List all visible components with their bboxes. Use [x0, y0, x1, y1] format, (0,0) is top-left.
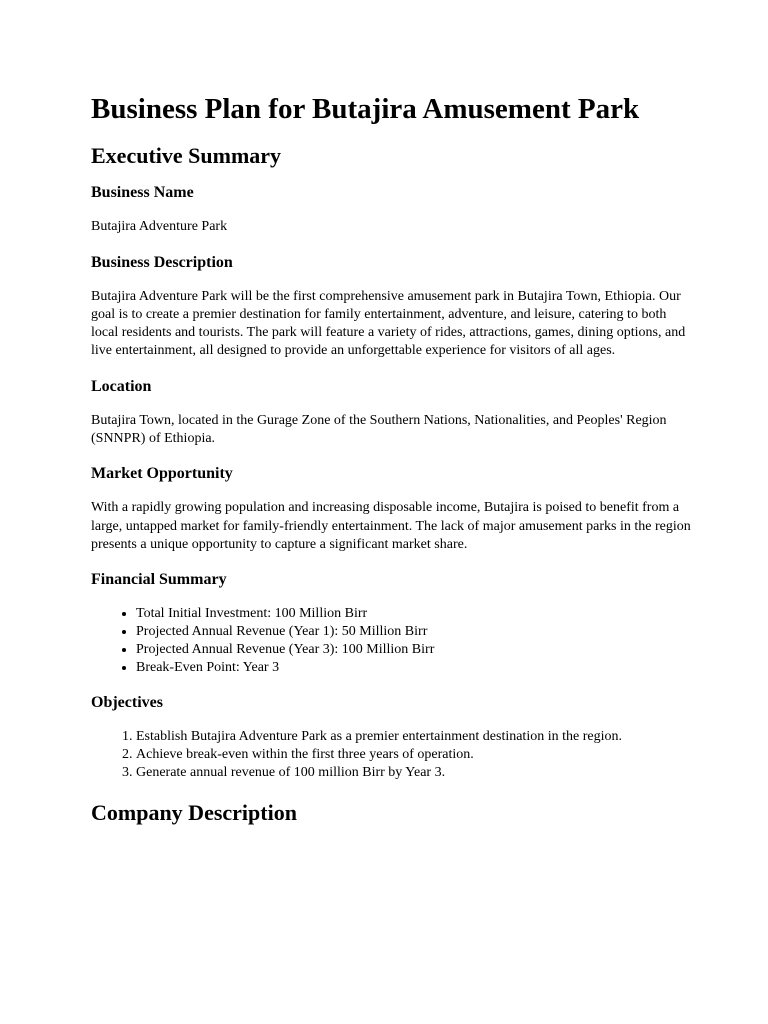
company-description-heading: Company Description	[91, 800, 297, 826]
business-description-text: Butajira Adventure Park will be the first comprehensive amusement park in Butajira Town, Ethiopia. Our goal is to create a premier destination for family entertainment, adventure, and leisure, catering to both local residents and tourists. The park will feature a variety of rides, attractions, games, dining options, and live entertainment, all designed to provide an unforgettable experience for visitors of all ages.	[91, 288, 686, 359]
executive-summary-heading: Executive Summary	[91, 142, 282, 168]
market-opportunity-text: With a rapidly growing population and increasing disposable income, Butajira is poised to benefit from a large, untapped market for family-friendly entertainment. The lack of major amusement parks in the region presents a unique opportunity to capture a significant market share.	[91, 500, 691, 552]
list-item: • Total Initial Investment: 100 Million Birr	[136, 605, 691, 623]
objectives-list	[91, 728, 691, 782]
document-page	[91, 92, 691, 841]
business-name-text: Butajira Adventure Park	[91, 219, 228, 235]
list-item: • Break-Even Point: Year 3	[136, 659, 691, 677]
financial-summary-list	[91, 605, 691, 677]
business-description-heading: Business Description	[91, 253, 233, 271]
list-item: 2. Achieve break-even within the first three years of operation.	[136, 746, 691, 764]
objectives-heading: Objectives	[91, 694, 163, 712]
business-name-heading: Business Name	[91, 184, 194, 202]
list-item: 1. Establish Butajira Adventure Park as a premier entertainment destination in the region.	[136, 728, 691, 746]
list-item: 3. Generate annual revenue of 100 million Birr by Year 3.	[136, 764, 691, 782]
document-title: Business Plan for Butajira Amusement Park	[91, 93, 640, 125]
financial-summary-heading: Financial Summary	[91, 570, 227, 588]
location-text: Butajira Town, located in the Gurage Zone of the Southern Nations, Nationalities, and Peoples' Region (SNNPR) of Ethiopia.	[91, 412, 667, 446]
list-item: • Projected Annual Revenue (Year 1): 50 Million Birr	[136, 623, 691, 641]
list-item: • Projected Annual Revenue (Year 3): 100 Million Birr	[136, 641, 691, 659]
location-heading: Location	[91, 377, 152, 395]
market-opportunity-heading: Market Opportunity	[91, 465, 233, 483]
